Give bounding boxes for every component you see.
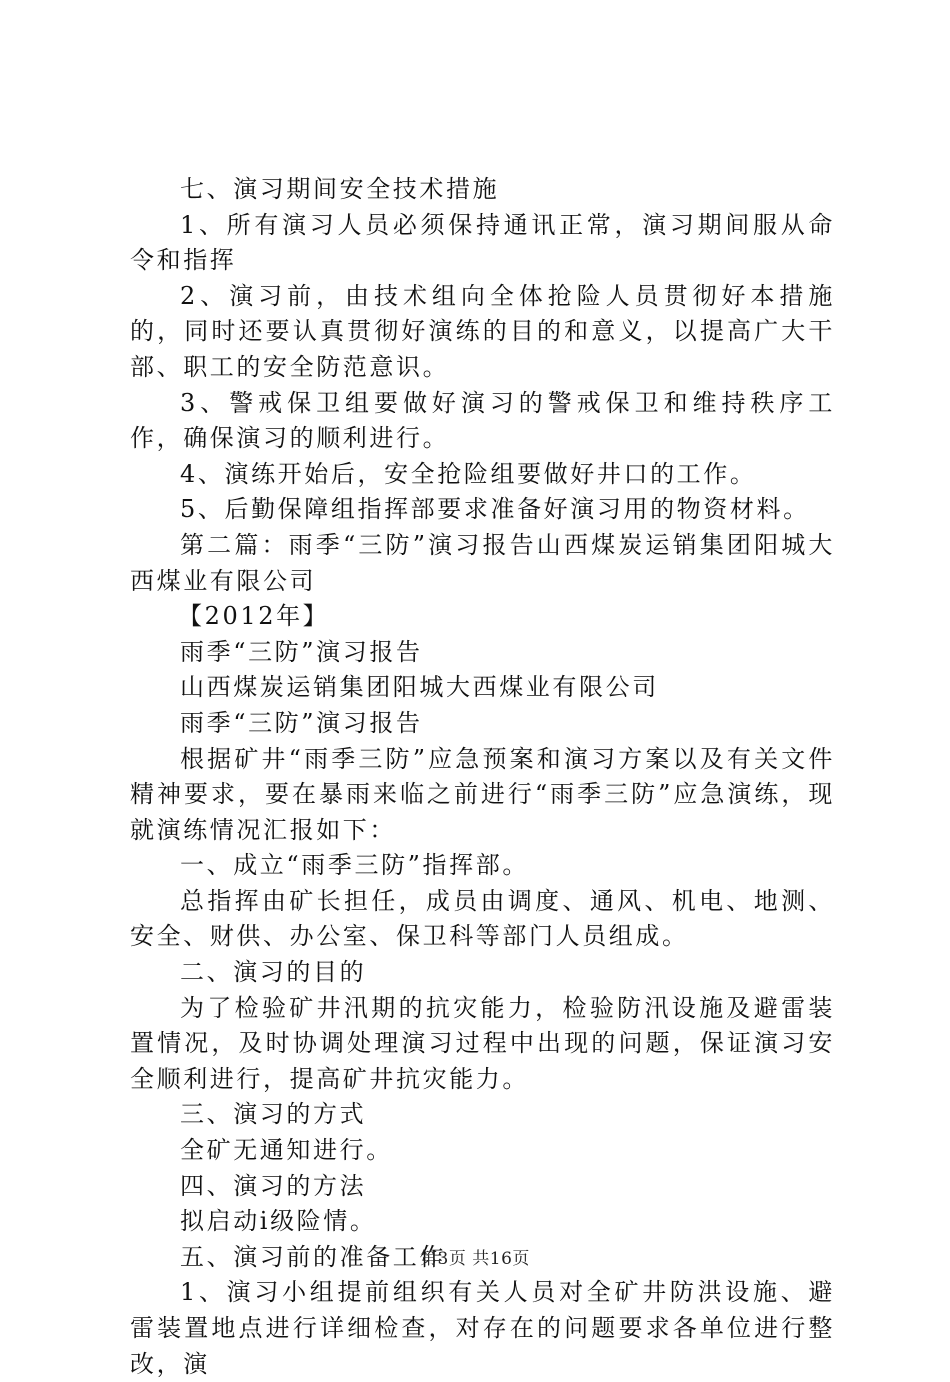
paragraph: 5、后勤保障组指挥部要求准备好演习用的物资材料。 [180,495,810,524]
paragraph: 3、警戒保卫组要做好演习的警戒保卫和维持秩序工作，确保演习的顺利进行。 [130,388,835,453]
page-number-footer: 第3页 共16页 [420,1249,530,1269]
paragraph: 1、演习小组提前组织有关人员对全矿井防洪设施、避雷装置地点进行详细检查，对存在的问题要求各单位进行整改，演 [130,1278,835,1378]
section-heading: 五、演习前的准备工作 [180,1242,446,1271]
section-heading: 一、成立“雨季三防”指挥部。 [180,851,529,880]
paragraph: 总指挥由矿长担任，成员由调度、通风、机电、地测、安全、财供、办公室、保卫科等部门人员组成。 [130,886,835,951]
part-heading: 第二篇：雨季“三防”演习报告山西煤炭运销集团阳城大西煤业有限公司 [130,530,835,595]
year-line: 【2012年】 [178,602,330,631]
section-heading: 七、演习期间安全技术措施 [180,175,500,203]
section-heading: 二、演习的目的 [180,958,367,987]
report-title: 雨季“三防”演习报告 [180,708,423,737]
company-name: 山西煤炭运销集团阳城大西煤业有限公司 [180,673,659,702]
section-heading: 四、演习的方法 [180,1171,367,1200]
paragraph: 2、演习前，由技术组向全体抢险人员贯彻好本措施的，同时还要认真贯彻好演练的目的和意义，以提高广大干部、职工的安全防范意识。 [130,281,835,381]
paragraph: 根据矿井“雨季三防”应急预案和演习方案以及有关文件精神要求，要在暴雨来临之前进行“雨季三防”应急演练，现就演练情况汇报如下： [130,744,835,844]
report-title: 雨季“三防”演习报告 [180,637,423,666]
paragraph: 4、演练开始后，安全抢险组要做好井口的工作。 [180,459,757,488]
paragraph: 拟启动ⅰ级险情。 [180,1207,377,1236]
paragraph: 1、所有演习人员必须保持通讯正常，演习期间服从命令和指挥 [130,210,835,275]
paragraph: 全矿无通知进行。 [180,1136,393,1165]
paragraph: 为了检验矿井汛期的抗灾能力，检验防汛设施及避雷装置情况，及时协调处理演习过程中出现的问题，保证演习安全顺利进行，提高矿井抗灾能力。 [130,993,835,1093]
document-body [130,172,835,1382]
section-heading: 三、演习的方式 [180,1100,367,1129]
